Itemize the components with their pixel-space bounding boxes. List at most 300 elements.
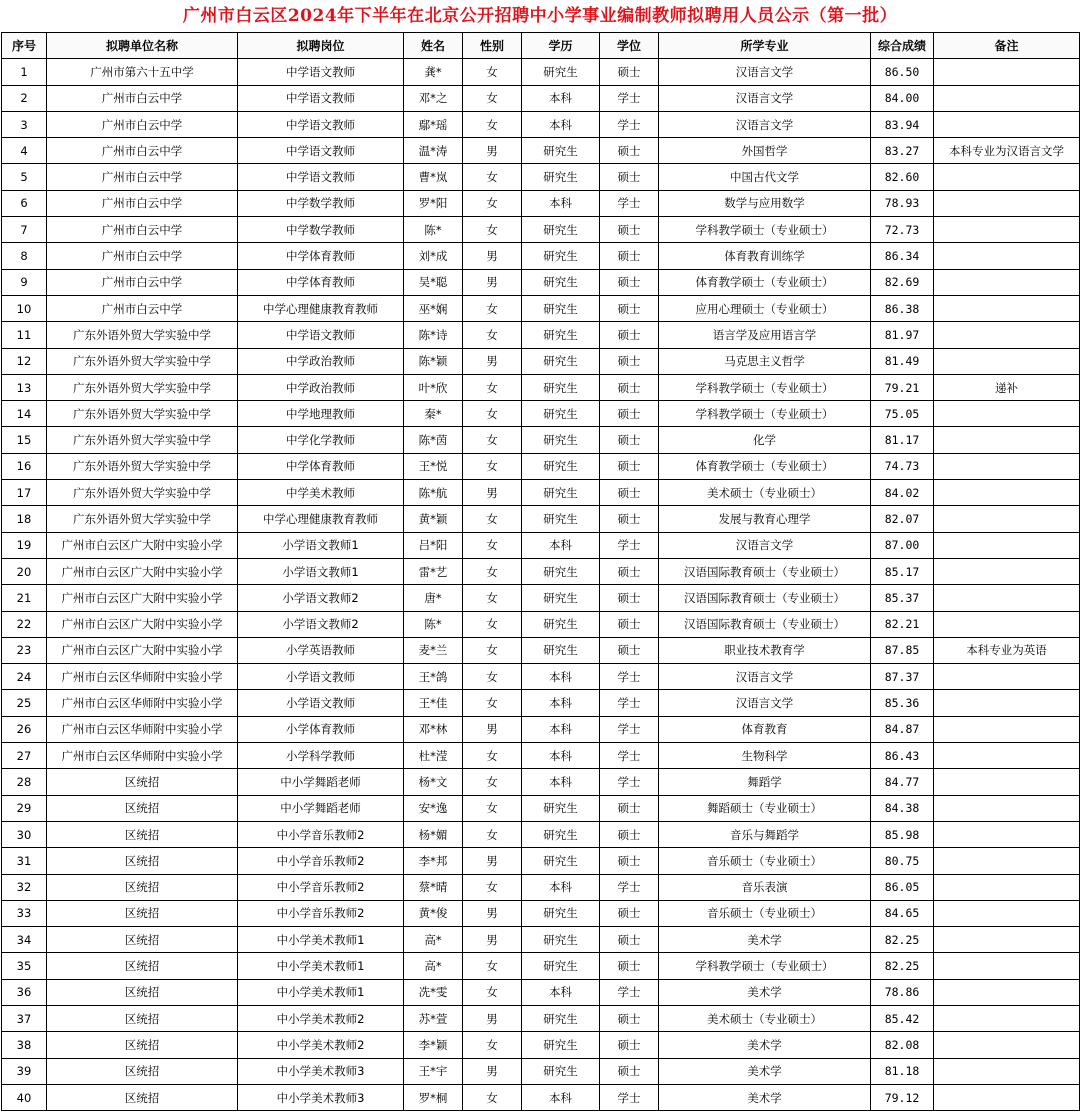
cell-unit: 区统招 — [47, 900, 238, 926]
cell-unit: 广州市白云中学 — [47, 217, 238, 243]
cell-major: 美术学 — [659, 927, 871, 953]
cell-name: 李*邦 — [404, 848, 463, 874]
cell-unit: 区统招 — [47, 821, 238, 847]
cell-score: 84.77 — [871, 769, 934, 795]
cell-education: 研究生 — [522, 558, 600, 584]
cell-gender: 男 — [463, 480, 522, 506]
cell-index: 8 — [2, 243, 47, 269]
cell-major: 数学与应用数学 — [659, 190, 871, 216]
cell-degree: 硕士 — [600, 953, 659, 979]
table-row — [2, 164, 1080, 190]
cell-score: 84.65 — [871, 900, 934, 926]
cell-index: 34 — [2, 927, 47, 953]
cell-unit: 广州市白云区广大附中实验小学 — [47, 585, 238, 611]
cell-unit: 区统招 — [47, 979, 238, 1005]
table-row — [2, 953, 1080, 979]
cell-gender: 女 — [463, 322, 522, 348]
cell-score: 87.37 — [871, 664, 934, 690]
cell-major: 学科教学硕士（专业硕士） — [659, 953, 871, 979]
cell-major: 体育教学硕士（专业硕士） — [659, 269, 871, 295]
cell-gender: 女 — [463, 217, 522, 243]
cell-degree: 硕士 — [600, 1005, 659, 1031]
header-score: 综合成绩 — [871, 33, 934, 59]
cell-unit: 广东外语外贸大学实验中学 — [47, 322, 238, 348]
table-row — [2, 637, 1080, 663]
cell-remark — [934, 348, 1080, 374]
table-row — [2, 900, 1080, 926]
cell-position: 中学语文教师 — [238, 85, 404, 111]
table-row — [2, 532, 1080, 558]
cell-gender: 女 — [463, 611, 522, 637]
cell-score: 81.18 — [871, 1058, 934, 1084]
cell-position: 中小学音乐教师2 — [238, 874, 404, 900]
cell-major: 汉语言文学 — [659, 85, 871, 111]
cell-score: 85.17 — [871, 558, 934, 584]
cell-degree: 学士 — [600, 111, 659, 137]
cell-major: 应用心理硕士（专业硕士） — [659, 295, 871, 321]
cell-major: 中国古代文学 — [659, 164, 871, 190]
cell-index: 26 — [2, 716, 47, 742]
cell-position: 中小学美术教师1 — [238, 953, 404, 979]
cell-education: 研究生 — [522, 1058, 600, 1084]
cell-unit: 广东外语外贸大学实验中学 — [47, 480, 238, 506]
cell-degree: 学士 — [600, 743, 659, 769]
header-education: 学历 — [522, 33, 600, 59]
cell-index: 13 — [2, 374, 47, 400]
cell-index: 18 — [2, 506, 47, 532]
cell-gender: 女 — [463, 795, 522, 821]
cell-degree: 硕士 — [600, 927, 659, 953]
cell-name: 李*颖 — [404, 1032, 463, 1058]
cell-score: 79.21 — [871, 374, 934, 400]
table-row — [2, 269, 1080, 295]
cell-degree: 硕士 — [600, 795, 659, 821]
cell-index: 36 — [2, 979, 47, 1005]
cell-score: 83.27 — [871, 138, 934, 164]
cell-score: 86.43 — [871, 743, 934, 769]
cell-degree: 学士 — [600, 664, 659, 690]
cell-score: 87.00 — [871, 532, 934, 558]
cell-index: 17 — [2, 480, 47, 506]
cell-gender: 女 — [463, 1032, 522, 1058]
cell-index: 15 — [2, 427, 47, 453]
table-row — [2, 743, 1080, 769]
cell-remark — [934, 848, 1080, 874]
table-row — [2, 217, 1080, 243]
cell-remark — [934, 664, 1080, 690]
hiring-table — [1, 32, 1080, 1111]
cell-degree: 硕士 — [600, 506, 659, 532]
page-title: 广州市白云区2024年下半年在北京公开招聘中小学事业编制教师拟聘用人员公示（第一批） — [182, 6, 898, 26]
cell-unit: 广东外语外贸大学实验中学 — [47, 374, 238, 400]
cell-education: 本科 — [522, 743, 600, 769]
table-row — [2, 1058, 1080, 1084]
header-gender: 性别 — [463, 33, 522, 59]
table-row — [2, 348, 1080, 374]
cell-gender: 女 — [463, 743, 522, 769]
cell-education: 研究生 — [522, 453, 600, 479]
cell-education: 本科 — [522, 190, 600, 216]
cell-score: 81.17 — [871, 427, 934, 453]
cell-gender: 女 — [463, 374, 522, 400]
cell-remark — [934, 1005, 1080, 1031]
cell-score: 84.02 — [871, 480, 934, 506]
cell-unit: 广州市白云区广大附中实验小学 — [47, 558, 238, 584]
cell-gender: 男 — [463, 138, 522, 164]
cell-major: 舞蹈硕士（专业硕士） — [659, 795, 871, 821]
cell-gender: 女 — [463, 1084, 522, 1110]
table-row — [2, 1032, 1080, 1058]
cell-unit: 广州市白云中学 — [47, 85, 238, 111]
cell-remark — [934, 585, 1080, 611]
cell-gender: 男 — [463, 900, 522, 926]
cell-score: 82.25 — [871, 953, 934, 979]
cell-name: 王*佳 — [404, 690, 463, 716]
cell-position: 中学地理教师 — [238, 401, 404, 427]
cell-name: 陈*颖 — [404, 348, 463, 374]
cell-name: 陈* — [404, 217, 463, 243]
cell-degree: 硕士 — [600, 295, 659, 321]
cell-major: 生物科学 — [659, 743, 871, 769]
cell-score: 85.36 — [871, 690, 934, 716]
cell-unit: 区统招 — [47, 1058, 238, 1084]
cell-unit: 区统招 — [47, 927, 238, 953]
cell-gender: 女 — [463, 111, 522, 137]
cell-name: 蔡*晴 — [404, 874, 463, 900]
cell-index: 6 — [2, 190, 47, 216]
cell-score: 82.60 — [871, 164, 934, 190]
cell-gender: 男 — [463, 269, 522, 295]
table-row — [2, 295, 1080, 321]
cell-name: 吕*阳 — [404, 532, 463, 558]
cell-degree: 学士 — [600, 874, 659, 900]
cell-score: 84.38 — [871, 795, 934, 821]
table-row — [2, 585, 1080, 611]
cell-education: 研究生 — [522, 322, 600, 348]
cell-index: 27 — [2, 743, 47, 769]
cell-name: 杨*媚 — [404, 821, 463, 847]
cell-gender: 女 — [463, 585, 522, 611]
cell-position: 中学政治教师 — [238, 374, 404, 400]
cell-score: 86.50 — [871, 59, 934, 85]
cell-remark — [934, 427, 1080, 453]
cell-position: 中学语文教师 — [238, 111, 404, 137]
cell-degree: 学士 — [600, 190, 659, 216]
cell-gender: 女 — [463, 164, 522, 190]
cell-name: 邓*林 — [404, 716, 463, 742]
cell-major: 学科教学硕士（专业硕士） — [659, 374, 871, 400]
cell-education: 本科 — [522, 874, 600, 900]
table-header-row — [2, 33, 1080, 59]
cell-remark — [934, 217, 1080, 243]
table-row — [2, 979, 1080, 1005]
cell-position: 小学语文教师 — [238, 690, 404, 716]
cell-position: 中学心理健康教育教师 — [238, 295, 404, 321]
cell-unit: 广州市白云区华师附中实验小学 — [47, 664, 238, 690]
table-row — [2, 85, 1080, 111]
cell-degree: 硕士 — [600, 821, 659, 847]
table-row — [2, 427, 1080, 453]
table-row — [2, 795, 1080, 821]
cell-unit: 广州市白云区华师附中实验小学 — [47, 716, 238, 742]
cell-index: 32 — [2, 874, 47, 900]
cell-education: 研究生 — [522, 269, 600, 295]
cell-degree: 学士 — [600, 85, 659, 111]
cell-score: 86.34 — [871, 243, 934, 269]
cell-gender: 男 — [463, 927, 522, 953]
cell-degree: 硕士 — [600, 374, 659, 400]
cell-position: 中小学音乐教师2 — [238, 821, 404, 847]
cell-major: 汉语国际教育硕士（专业硕士） — [659, 585, 871, 611]
cell-major: 汉语言文学 — [659, 690, 871, 716]
cell-major: 学科教学硕士（专业硕士） — [659, 217, 871, 243]
cell-position: 中小学美术教师2 — [238, 1032, 404, 1058]
cell-degree: 硕士 — [600, 401, 659, 427]
cell-gender: 男 — [463, 1058, 522, 1084]
cell-education: 本科 — [522, 664, 600, 690]
cell-name: 苏*萱 — [404, 1005, 463, 1031]
cell-score: 82.07 — [871, 506, 934, 532]
cell-name: 鄢*瑶 — [404, 111, 463, 137]
cell-position: 中学体育教师 — [238, 453, 404, 479]
header-degree: 学位 — [600, 33, 659, 59]
table-row — [2, 848, 1080, 874]
cell-index: 35 — [2, 953, 47, 979]
cell-major: 体育教学硕士（专业硕士） — [659, 453, 871, 479]
cell-remark — [934, 269, 1080, 295]
cell-name: 雷*艺 — [404, 558, 463, 584]
cell-major: 音乐与舞蹈学 — [659, 821, 871, 847]
cell-unit: 区统招 — [47, 1005, 238, 1031]
cell-score: 81.97 — [871, 322, 934, 348]
table-row — [2, 611, 1080, 637]
cell-index: 4 — [2, 138, 47, 164]
cell-position: 中学政治教师 — [238, 348, 404, 374]
table-row — [2, 506, 1080, 532]
cell-index: 23 — [2, 637, 47, 663]
cell-score: 75.05 — [871, 401, 934, 427]
cell-name: 王*鸽 — [404, 664, 463, 690]
cell-degree: 硕士 — [600, 1032, 659, 1058]
cell-index: 19 — [2, 532, 47, 558]
cell-score: 84.00 — [871, 85, 934, 111]
cell-major: 舞蹈学 — [659, 769, 871, 795]
cell-unit: 广州市白云中学 — [47, 243, 238, 269]
cell-major: 体育教育 — [659, 716, 871, 742]
cell-major: 职业技术教育学 — [659, 637, 871, 663]
table-row — [2, 927, 1080, 953]
cell-unit: 广东外语外贸大学实验中学 — [47, 453, 238, 479]
cell-major: 语言学及应用语言学 — [659, 322, 871, 348]
cell-gender: 男 — [463, 348, 522, 374]
cell-name: 陈*航 — [404, 480, 463, 506]
cell-index: 37 — [2, 1005, 47, 1031]
cell-education: 研究生 — [522, 900, 600, 926]
cell-major: 汉语言文学 — [659, 532, 871, 558]
cell-degree: 学士 — [600, 532, 659, 558]
cell-remark — [934, 453, 1080, 479]
cell-position: 中小学舞蹈老师 — [238, 795, 404, 821]
cell-unit: 区统招 — [47, 953, 238, 979]
cell-index: 25 — [2, 690, 47, 716]
cell-gender: 男 — [463, 848, 522, 874]
cell-education: 研究生 — [522, 506, 600, 532]
table-row — [2, 690, 1080, 716]
cell-education: 本科 — [522, 979, 600, 1005]
cell-name: 刘*成 — [404, 243, 463, 269]
cell-position: 中小学音乐教师2 — [238, 848, 404, 874]
table-row — [2, 480, 1080, 506]
cell-position: 中学美术教师 — [238, 480, 404, 506]
cell-position: 中小学美术教师1 — [238, 927, 404, 953]
cell-gender: 女 — [463, 558, 522, 584]
cell-remark: 本科专业为英语 — [934, 637, 1080, 663]
cell-degree: 学士 — [600, 769, 659, 795]
cell-education: 研究生 — [522, 848, 600, 874]
cell-score: 83.94 — [871, 111, 934, 137]
cell-degree: 硕士 — [600, 453, 659, 479]
cell-major: 发展与教育心理学 — [659, 506, 871, 532]
cell-remark — [934, 953, 1080, 979]
header-unit: 拟聘单位名称 — [47, 33, 238, 59]
table-row — [2, 374, 1080, 400]
cell-remark — [934, 85, 1080, 111]
cell-name: 高* — [404, 927, 463, 953]
cell-index: 2 — [2, 85, 47, 111]
cell-education: 研究生 — [522, 795, 600, 821]
cell-education: 研究生 — [522, 927, 600, 953]
cell-index: 40 — [2, 1084, 47, 1110]
cell-position: 中小学舞蹈老师 — [238, 769, 404, 795]
cell-remark — [934, 716, 1080, 742]
cell-major: 美术学 — [659, 979, 871, 1005]
cell-index: 5 — [2, 164, 47, 190]
cell-degree: 硕士 — [600, 348, 659, 374]
cell-name: 温*涛 — [404, 138, 463, 164]
cell-index: 12 — [2, 348, 47, 374]
cell-index: 39 — [2, 1058, 47, 1084]
cell-gender: 女 — [463, 295, 522, 321]
cell-position: 中小学美术教师1 — [238, 979, 404, 1005]
cell-remark — [934, 401, 1080, 427]
table-row — [2, 821, 1080, 847]
cell-major: 美术学 — [659, 1032, 871, 1058]
cell-remark — [934, 743, 1080, 769]
cell-gender: 女 — [463, 821, 522, 847]
cell-education: 本科 — [522, 532, 600, 558]
cell-gender: 女 — [463, 85, 522, 111]
cell-degree: 硕士 — [600, 1058, 659, 1084]
cell-position: 小学科学教师 — [238, 743, 404, 769]
cell-unit: 广州市白云中学 — [47, 138, 238, 164]
cell-unit: 广州市白云区广大附中实验小学 — [47, 611, 238, 637]
cell-unit: 区统招 — [47, 848, 238, 874]
cell-position: 中小学美术教师3 — [238, 1058, 404, 1084]
cell-remark — [934, 1032, 1080, 1058]
cell-index: 20 — [2, 558, 47, 584]
cell-name: 高* — [404, 953, 463, 979]
cell-name: 杜*滢 — [404, 743, 463, 769]
table-row — [2, 769, 1080, 795]
cell-major: 美术硕士（专业硕士） — [659, 1005, 871, 1031]
table-row — [2, 664, 1080, 690]
cell-name: 安*逸 — [404, 795, 463, 821]
cell-degree: 硕士 — [600, 59, 659, 85]
cell-major: 化学 — [659, 427, 871, 453]
cell-index: 28 — [2, 769, 47, 795]
cell-remark — [934, 979, 1080, 1005]
cell-position: 小学语文教师2 — [238, 611, 404, 637]
cell-score: 82.25 — [871, 927, 934, 953]
cell-index: 24 — [2, 664, 47, 690]
cell-index: 16 — [2, 453, 47, 479]
cell-education: 研究生 — [522, 348, 600, 374]
cell-name: 罗*桐 — [404, 1084, 463, 1110]
cell-degree: 硕士 — [600, 611, 659, 637]
cell-index: 7 — [2, 217, 47, 243]
cell-remark — [934, 322, 1080, 348]
cell-education: 研究生 — [522, 427, 600, 453]
cell-education: 本科 — [522, 85, 600, 111]
cell-education: 研究生 — [522, 374, 600, 400]
cell-education: 研究生 — [522, 295, 600, 321]
cell-position: 中学数学教师 — [238, 217, 404, 243]
cell-gender: 女 — [463, 190, 522, 216]
cell-unit: 广州市白云区华师附中实验小学 — [47, 743, 238, 769]
cell-score: 85.98 — [871, 821, 934, 847]
header-remark: 备注 — [934, 33, 1080, 59]
cell-index: 14 — [2, 401, 47, 427]
cell-degree: 学士 — [600, 979, 659, 1005]
cell-unit: 区统招 — [47, 1084, 238, 1110]
cell-major: 汉语言文学 — [659, 59, 871, 85]
cell-gender: 男 — [463, 716, 522, 742]
cell-remark — [934, 111, 1080, 137]
cell-degree: 硕士 — [600, 164, 659, 190]
cell-position: 小学语文教师2 — [238, 585, 404, 611]
cell-name: 陈*诗 — [404, 322, 463, 348]
cell-position: 中学语文教师 — [238, 164, 404, 190]
cell-name: 陈*茵 — [404, 427, 463, 453]
cell-remark — [934, 190, 1080, 216]
cell-gender: 女 — [463, 59, 522, 85]
cell-name: 冼*雯 — [404, 979, 463, 1005]
cell-major: 汉语言文学 — [659, 664, 871, 690]
cell-remark — [934, 532, 1080, 558]
cell-unit: 广东外语外贸大学实验中学 — [47, 401, 238, 427]
cell-name: 陈* — [404, 611, 463, 637]
cell-score: 86.05 — [871, 874, 934, 900]
cell-remark — [934, 295, 1080, 321]
cell-major: 马克思主义哲学 — [659, 348, 871, 374]
cell-index: 3 — [2, 111, 47, 137]
cell-degree: 硕士 — [600, 585, 659, 611]
cell-unit: 广州市白云中学 — [47, 269, 238, 295]
cell-name: 杨*文 — [404, 769, 463, 795]
cell-education: 本科 — [522, 690, 600, 716]
cell-degree: 硕士 — [600, 217, 659, 243]
cell-remark — [934, 769, 1080, 795]
cell-education: 本科 — [522, 716, 600, 742]
cell-remark — [934, 795, 1080, 821]
cell-gender: 女 — [463, 664, 522, 690]
cell-score: 74.73 — [871, 453, 934, 479]
cell-position: 中小学音乐教师2 — [238, 900, 404, 926]
cell-degree: 硕士 — [600, 848, 659, 874]
cell-major: 美术学 — [659, 1084, 871, 1110]
cell-education: 研究生 — [522, 480, 600, 506]
cell-position: 中小学美术教师2 — [238, 1005, 404, 1031]
